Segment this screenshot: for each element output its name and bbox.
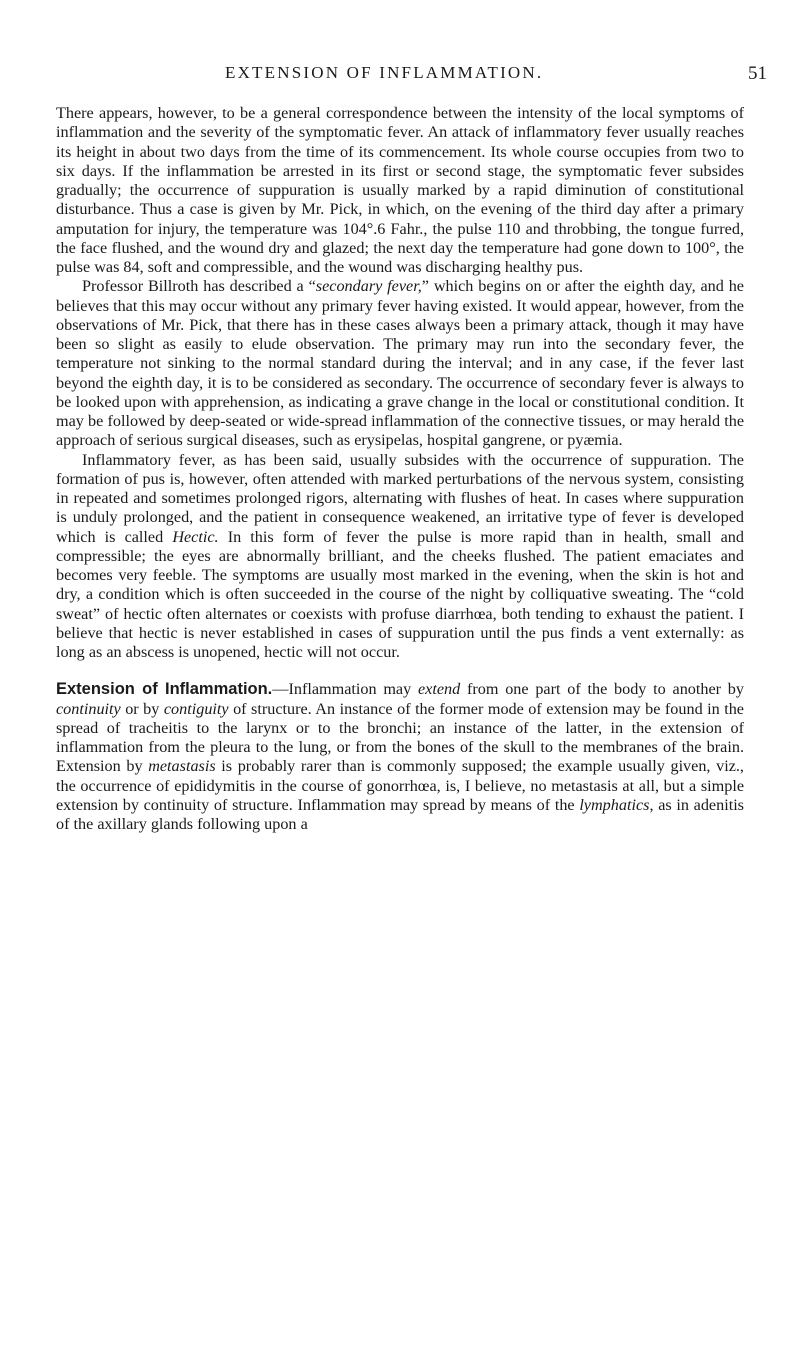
body-text bbox=[56, 104, 744, 834]
page-number: 51 bbox=[748, 63, 767, 84]
section-text: —Inflammation may bbox=[272, 680, 418, 699]
emphasis-lymphatics: lymphatics bbox=[579, 795, 650, 814]
paragraph-text: In this form of fever the pulse is more rapid than in health, small and compressible; the eyes are abnormally brilliant, and the cheeks flushed. The patient emaciates and becomes very feeble. The symptoms are usually most marked in the evening, when the skin is hot and dry, a condition which is often succeeded in the course of the night by colliquative sweating. The “cold sweat” of hectic often alternates or coexists with profuse diarrhœa, both tending to exhaust the patient. I believe that hectic is never established in cases of suppuration until the pus finds a vent externally: as long as an abscess is unopened, hectic will not occur. bbox=[56, 527, 744, 661]
emphasis-continuity: continuity bbox=[56, 699, 121, 718]
section-text: , as in adenitis of the axillary glands following upon a bbox=[56, 795, 744, 833]
paragraph-text: There appears, however, to be a general correspondence between the intensity of the local symptoms of inflammation and the severity of the symptomatic fever. An attack of inflammatory fever usually reaches its height in about two days from the time of its commencement. Its whole course occupies from two to six days. If the inflammation be arrested in its first or second stage, the symptomatic fever subsides gradually; the occurrence of suppuration is usually marked by a rapid diminution of constitutional disturbance. Thus a case is given by Mr. Pick, in which, on the evening of the third day after a primary amputation for injury, the temperature was 104°.6 Fahr., the pulse 110 and throbbing, the tongue furred, the face flushed, and the wound dry and glazed; the next day the temperature had gone down to 100°, the pulse was 84, soft and compressible, and the wound was discharging healthy pus. bbox=[56, 104, 744, 276]
emphasis-secondary-fever: secondary fever, bbox=[315, 277, 422, 296]
paragraph-text: ” which begins on or after the eighth day, and he believes that this may occur without any primary fever having existed. It would appear, however, from the observations of Mr. Pick, that there has in these cases always been a primary attack, though it may have been so slight as easily to elude observation. The primary may run into the secondary fever, the temperature not sinking to the normal standard during the interval; and in any case, if the fever last beyond the eighth day, it is to be considered as secondary. The occurrence of secondary fever is always to be looked upon with apprehension, as indicating a grave change in the local or constitutional condition. It may be followed by deep-seated or wide-spread inflammation of the connective tissues, or may herald the approach of serious surgical diseases, such as erysipelas, hospital gangrene, or pyæmia. bbox=[56, 277, 744, 450]
paragraph-hectic-fever bbox=[56, 451, 744, 663]
running-title: EXTENSION OF INFLAMMATION. bbox=[225, 63, 544, 82]
emphasis-metastasis: metastasis bbox=[148, 757, 216, 776]
section-text: or by bbox=[120, 699, 164, 718]
section-text: of structure. An instance of the former mode of extension may be found in the spread of tracheitis to the larynx or to the bronchi; an instance of the latter, in the extension of inflammation from the pleura to the lung, or from the bones of the skull to the membranes of the brain. Extension by bbox=[56, 699, 744, 776]
emphasis-hectic: Hectic. bbox=[172, 527, 219, 546]
paragraph-text: Professor Billroth has described a “ bbox=[82, 277, 316, 296]
paragraph-fever-correspondence bbox=[56, 104, 744, 277]
paragraph-text: Inflammatory fever, as has been said, usually subsides with the occurrence of suppuration. The formation of pus is, however, often attended with marked perturbations of the nervous system, consisting in repeated and sometimes prolonged rigors, alternating with flushes of heat. In cases where suppuration is unduly prolonged, and the patient in consequence weakened, an irritative type of fever is developed which is called bbox=[56, 450, 744, 546]
section-heading: Extension of Inflammation. bbox=[56, 680, 273, 699]
emphasis-contiguity: contiguity bbox=[163, 699, 229, 718]
emphasis-extend: extend bbox=[417, 680, 461, 699]
section-extension-of-inflammation bbox=[56, 680, 744, 834]
running-header bbox=[53, 63, 767, 87]
section-text: from one part of the body to another by bbox=[460, 680, 744, 699]
paragraph-secondary-fever bbox=[56, 277, 744, 450]
section-text: is probably rarer than is commonly supposed; the example usually given, viz., the occurrence of epididymitis in the course of gonorrhœa, is, I believe, no metastasis at all, but a simple extension by continuity of structure. Inflammation may spread by means of the bbox=[56, 757, 744, 814]
